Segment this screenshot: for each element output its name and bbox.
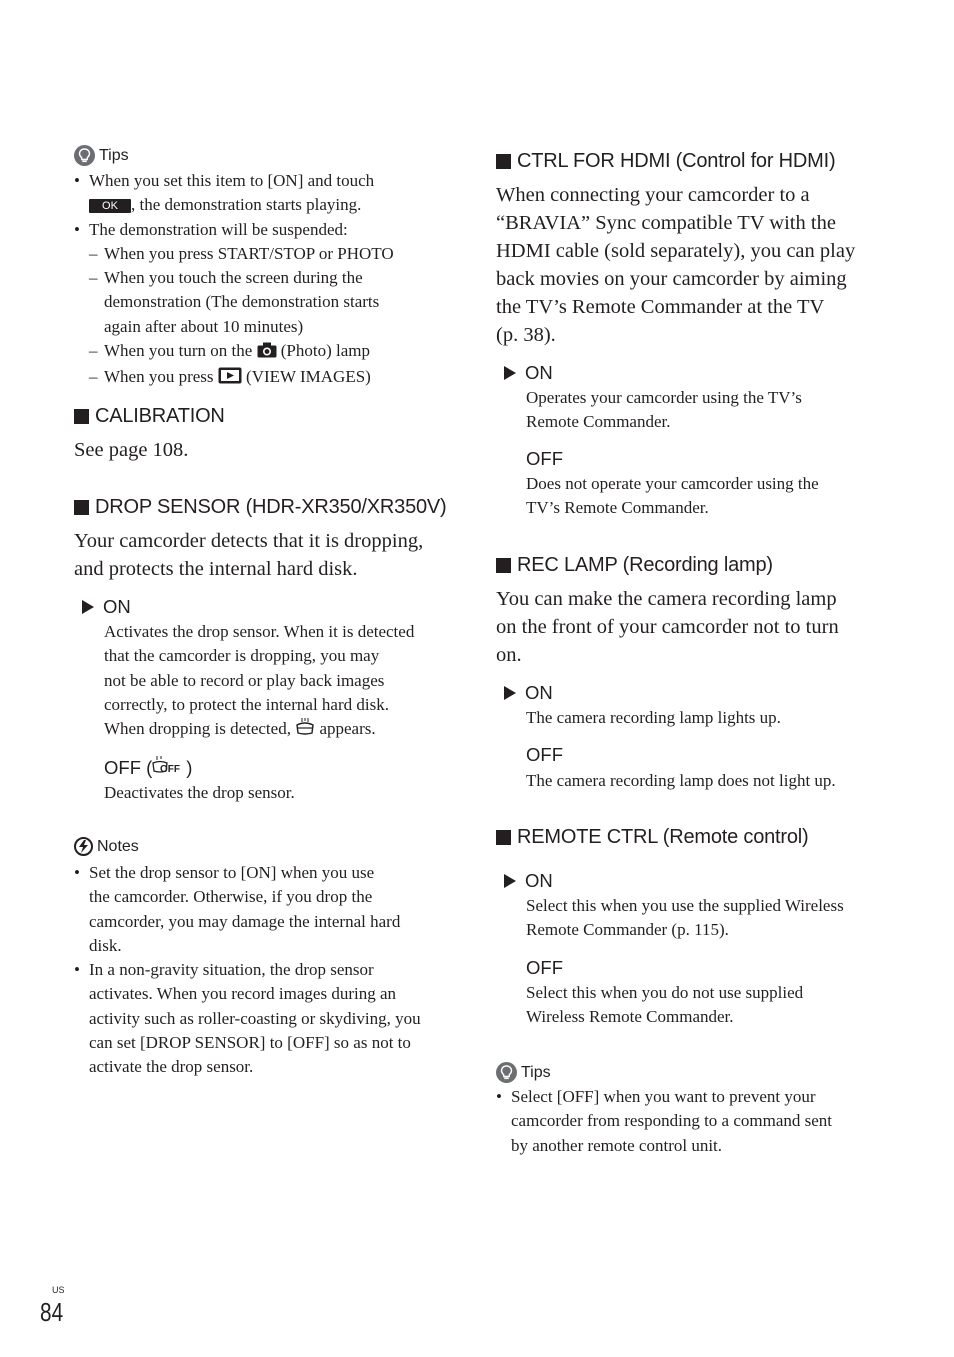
default-marker-icon xyxy=(504,366,516,380)
option-on-text xyxy=(526,894,876,943)
sub-item-text: When you turn on the xyxy=(104,341,253,361)
option-off xyxy=(526,744,563,766)
note-line: activate the drop sensor. xyxy=(89,1057,254,1077)
page-number: 84 xyxy=(40,1297,64,1327)
option-line: Select this when you use the supplied Wireless xyxy=(526,896,844,915)
tip-line: by another remote control unit. xyxy=(511,1135,723,1155)
tip-line: • Select [OFF] when you want to prevent your xyxy=(511,1087,816,1106)
remote-ctrl-heading xyxy=(496,826,809,849)
sub-item-text: again after about 10 minutes) xyxy=(104,316,304,336)
default-marker-icon xyxy=(504,874,516,888)
description-line: When connecting your camcorder to a xyxy=(496,184,810,206)
option-line: Operates your camcorder using the TV’s xyxy=(526,388,802,407)
tips-list xyxy=(496,1085,876,1158)
option-line-text: appears. xyxy=(319,719,376,739)
description-line: back movies on your camcorder by aiming xyxy=(496,268,847,290)
option-off-text xyxy=(526,472,876,521)
option-line: Select this when you do not use supplied xyxy=(526,983,804,1002)
tip-text: The demonstration will be suspended: xyxy=(89,219,348,239)
option-label: OFF xyxy=(526,957,563,978)
list-item xyxy=(89,339,449,365)
default-marker-icon xyxy=(82,600,94,614)
option-line: Activates the drop sensor. When it is detected xyxy=(104,622,415,641)
default-marker-icon xyxy=(504,686,516,700)
option-label: OFF xyxy=(526,744,563,765)
tips-list xyxy=(74,169,449,392)
notes-list xyxy=(74,861,454,1080)
sub-item-text: When you press xyxy=(104,367,214,387)
list-item xyxy=(74,861,454,958)
square-bullet-icon xyxy=(496,558,511,573)
option-line: Remote Commander. xyxy=(526,412,671,432)
drop-sensor-off-icon xyxy=(152,756,186,779)
note-line: activates. When you record images during an xyxy=(89,984,396,1004)
option-line-text: When dropping is detected, xyxy=(104,719,291,739)
option-label: ) xyxy=(186,756,193,778)
tip-line: camcorder from responding to a command sent xyxy=(511,1111,833,1131)
heading-label: CALIBRATION xyxy=(95,405,225,427)
option-line: Wireless Remote Commander. xyxy=(526,1007,734,1027)
option-on xyxy=(504,362,553,384)
description-line: Your camcorder detects that it is dropping, xyxy=(74,530,424,552)
rec-lamp-description xyxy=(496,585,876,669)
drop-sensor-description xyxy=(74,527,454,583)
option-line: correctly, to protect the internal hard disk. xyxy=(104,694,389,714)
option-off-text xyxy=(526,981,876,1030)
notes-heading xyxy=(74,837,139,856)
option-off-text: Deactivates the drop sensor. xyxy=(104,783,295,802)
note-line: • Set the drop sensor to [ON] when you use xyxy=(89,863,375,882)
tips-heading xyxy=(496,1062,551,1083)
list-item xyxy=(74,218,449,242)
list-item xyxy=(89,242,449,266)
list-item xyxy=(89,266,449,339)
tips-heading-label: Tips xyxy=(521,1063,551,1081)
list-item xyxy=(74,958,454,1079)
option-label: ON xyxy=(525,362,553,383)
heading-label: REMOTE CTRL (Remote control) xyxy=(517,826,809,848)
option-on-text xyxy=(104,620,454,743)
description-line: on. xyxy=(496,644,522,666)
description-line: You can make the camera recording lamp xyxy=(496,588,837,610)
heading-label: CTRL FOR HDMI (Control for HDMI) xyxy=(517,150,836,172)
square-bullet-icon xyxy=(496,154,511,169)
list-item xyxy=(89,365,449,391)
camera-icon xyxy=(257,341,277,365)
hdmi-heading xyxy=(496,150,835,173)
option-line: not be able to record or play back images xyxy=(104,670,385,690)
option-label: OFF xyxy=(526,448,563,469)
option-on xyxy=(504,682,553,704)
option-on xyxy=(82,596,131,618)
tips-heading-label: Tips xyxy=(99,146,129,164)
option-on-text: The camera recording lamp lights up. xyxy=(526,708,781,727)
lightbulb-icon xyxy=(496,1062,517,1083)
option-label: ON xyxy=(525,682,553,703)
description-line: the TV’s Remote Commander at the TV xyxy=(496,296,825,318)
description-line: (p. 38). xyxy=(496,324,556,346)
note-line: camcorder, you may damage the internal hard xyxy=(89,911,401,931)
heading-label: REC LAMP (Recording lamp) xyxy=(517,554,773,576)
drop-sensor-heading xyxy=(74,496,447,519)
sub-item-text: When you touch the screen during the xyxy=(104,268,363,288)
square-bullet-icon xyxy=(74,409,89,424)
note-line: activity such as roller-coasting or skydiving, you xyxy=(89,1008,421,1028)
option-label: ON xyxy=(525,870,553,891)
sub-item-text: When you press START/STOP or PHOTO xyxy=(104,243,394,263)
drop-sensor-icon xyxy=(295,718,315,743)
option-line: TV’s Remote Commander. xyxy=(526,498,709,518)
svg-text:OFF: OFF xyxy=(160,764,181,774)
option-label: ON xyxy=(103,596,131,617)
option-line: that the camcorder is dropping, you may xyxy=(104,646,380,666)
heading-label: DROP SENSOR (HDR-XR350/XR350V) xyxy=(95,496,447,518)
note-line: the camcorder. Otherwise, if you drop the xyxy=(89,887,373,907)
note-line: disk. xyxy=(89,935,122,955)
page-region-label: US xyxy=(52,1285,65,1295)
notes-heading-label: Notes xyxy=(97,837,139,855)
tips-heading xyxy=(74,145,129,166)
option-off xyxy=(526,448,563,470)
notes-icon xyxy=(74,837,93,856)
lightbulb-icon xyxy=(74,145,95,166)
option-off xyxy=(104,756,192,779)
calibration-text: See page 108. xyxy=(74,439,189,461)
note-line: • In a non-gravity situation, the drop sensor xyxy=(89,960,374,980)
tip-text: , the demonstration starts playing. xyxy=(131,195,362,215)
view-images-icon xyxy=(218,367,242,391)
description-line: and protects the internal hard disk. xyxy=(74,558,358,580)
tip-text: When you set this item to [ON] and touch xyxy=(89,171,375,190)
option-line xyxy=(104,717,454,743)
sub-item-text: demonstration (The demonstration starts xyxy=(104,292,380,312)
option-label: OFF ( xyxy=(104,756,153,778)
option-off xyxy=(526,957,563,979)
description-line: HDMI cable (sold separately), you can play xyxy=(496,240,856,262)
ok-button-icon: OK xyxy=(89,199,131,213)
option-line: Remote Commander (p. 115). xyxy=(526,920,729,940)
square-bullet-icon xyxy=(496,830,511,845)
calibration-heading xyxy=(74,405,225,428)
hdmi-description xyxy=(496,181,876,349)
note-line: can set [DROP SENSOR] to [OFF] so as not to xyxy=(89,1033,411,1053)
option-on xyxy=(504,870,553,892)
option-on-text xyxy=(526,386,876,435)
description-line: on the front of your camcorder not to turn xyxy=(496,616,839,638)
sub-item-text: (VIEW IMAGES) xyxy=(246,367,371,387)
option-line: Does not operate your camcorder using the xyxy=(526,474,819,493)
square-bullet-icon xyxy=(74,500,89,515)
rec-lamp-heading xyxy=(496,554,773,577)
description-line: “BRAVIA” Sync compatible TV with the xyxy=(496,212,836,234)
sub-item-text: (Photo) lamp xyxy=(280,341,370,361)
list-item xyxy=(496,1085,876,1158)
list-item xyxy=(74,169,449,218)
option-off-text: The camera recording lamp does not light up. xyxy=(526,771,836,790)
sub-list xyxy=(74,242,449,392)
